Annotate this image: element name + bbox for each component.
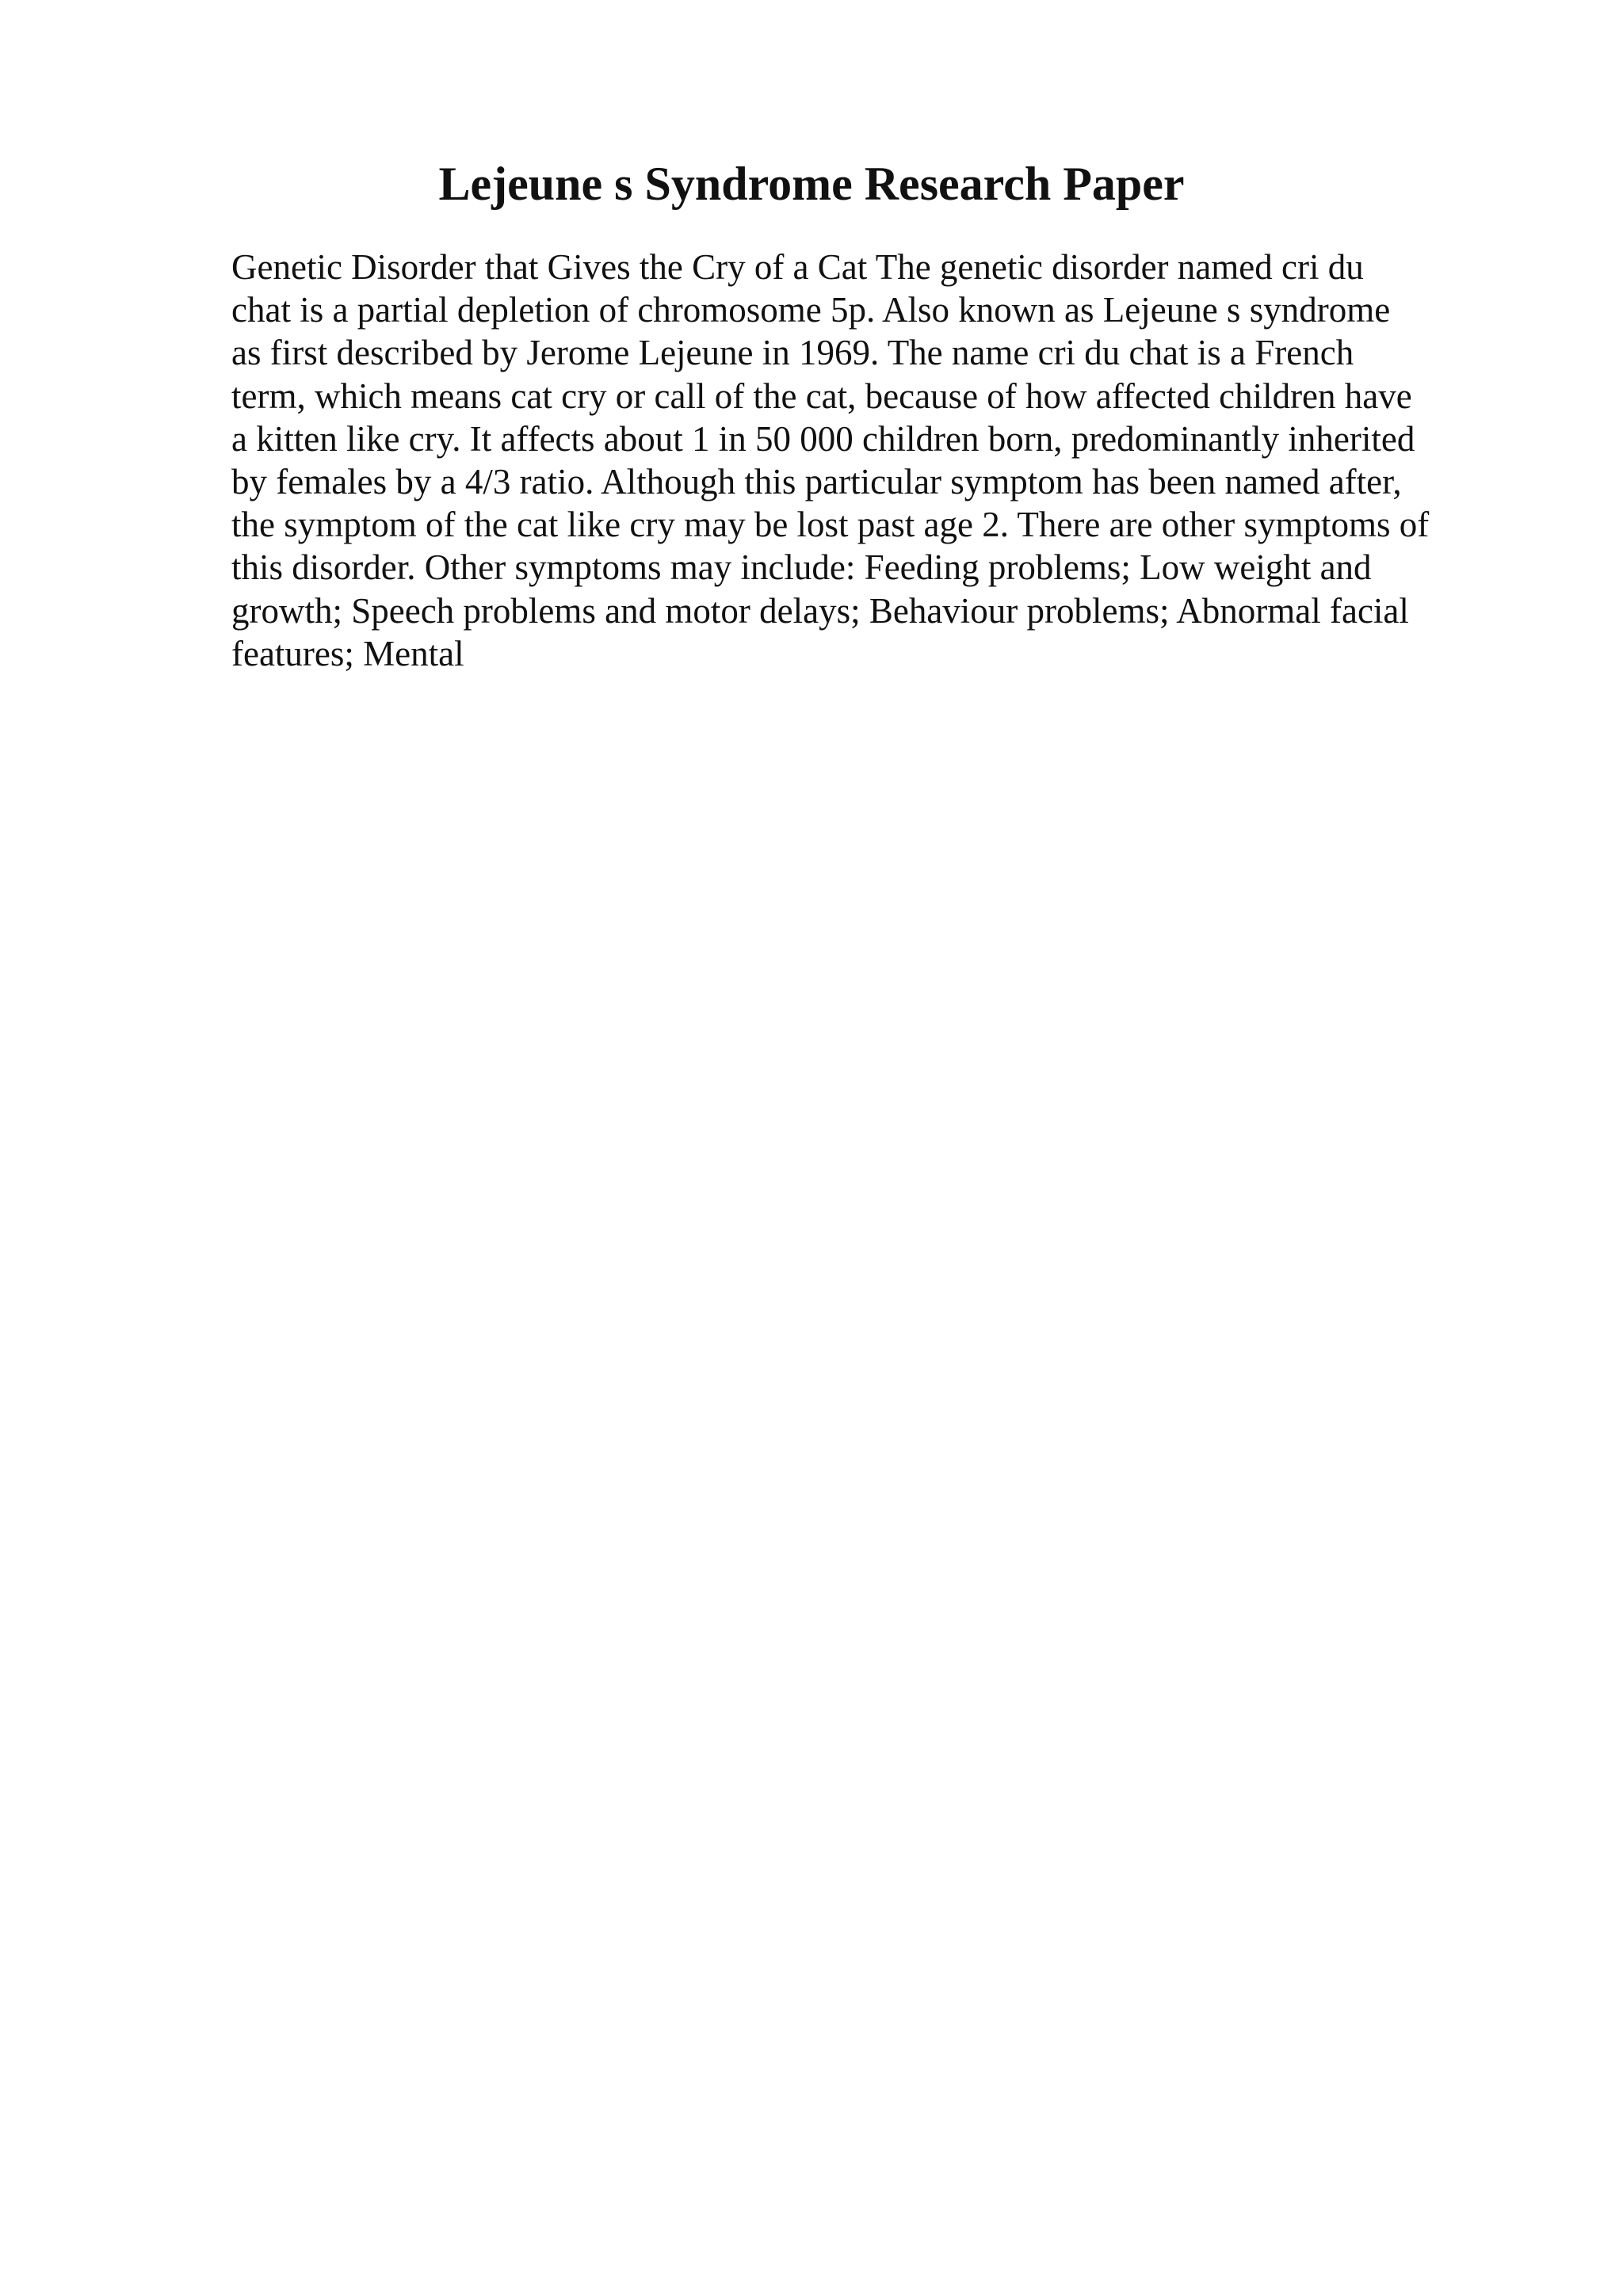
body-line: as first described by Jerome Lejeune in 1969. The name cri du chat is a French — [231, 333, 1354, 373]
body-line: features; Mental — [231, 633, 464, 673]
body-line: a kitten like cry. It affects about 1 in 50 000 children born, predominantly inherited — [231, 418, 1415, 459]
body-line: the symptom of the cat like cry may be lost past age 2. There are other symptoms of — [231, 505, 1430, 545]
body-line: this disorder. Other symptoms may include: Feeding problems; Low weight and — [231, 547, 1372, 588]
body-line: growth; Speech problems and motor delays; Behaviour problems; Abnormal facial — [231, 590, 1409, 631]
body-line: Genetic Disorder that Gives the Cry of a Cat The genetic disorder named cri du — [231, 247, 1364, 287]
document-title: Lejeune s Syndrome Research Paper — [438, 158, 1185, 210]
document-body — [231, 246, 1515, 675]
body-line: by females by a 4/3 ratio. Although this particular symptom has been named after, — [231, 462, 1402, 502]
body-line: term, which means cat cry or call of the cat, because of how affected children have — [231, 376, 1412, 416]
body-line: chat is a partial depletion of chromosome 5p. Also known as Lejeune s syndrome — [231, 290, 1391, 330]
